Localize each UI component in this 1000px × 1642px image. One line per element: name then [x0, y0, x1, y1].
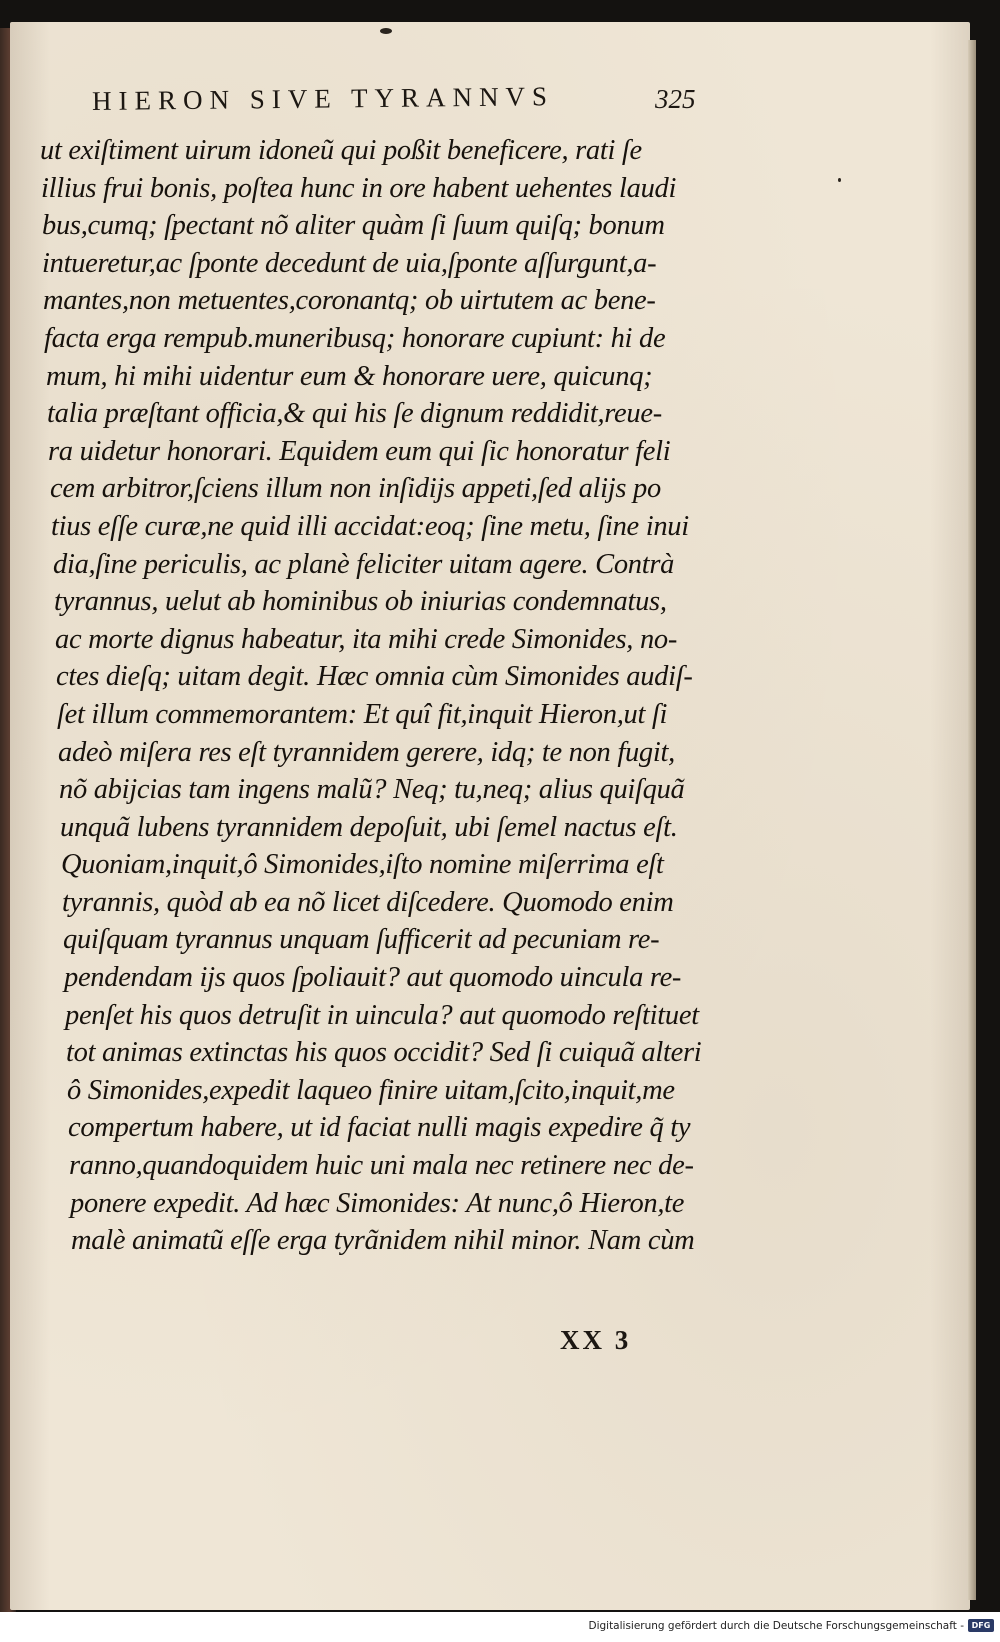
text-line: mantes,non metuentes,coronantq; ob uirtutem ac bene-: [43, 285, 656, 317]
text-line: tius eſſe curæ,ne quid illi accidat:eoq; ſine metu, ſine inui: [51, 510, 689, 542]
text-line: bus,cumq; ſpectant nõ aliter quàm ſi ſuum quiſq; bonum: [42, 210, 665, 242]
text-line: malè animatũ eſſe erga tyrãnidem nihil minor. Nam cùm: [71, 1225, 695, 1257]
text-line: ra uidetur honorari. Equidem eum qui ſic honoratur feli: [48, 435, 671, 467]
text-line: intueretur,ac ſponte decedunt de uia,ſponte aſſurgunt,a-: [42, 247, 657, 279]
funding-note: Digitalisierung gefördert durch die Deutsche Forschungsgemeinschaft -: [588, 1620, 964, 1632]
text-line: illius frui bonis, poſtea hunc in ore habent uehentes laudi: [41, 172, 677, 204]
page-number: 325: [655, 84, 696, 114]
text-line: nõ abijcias tam ingens malũ? Neq; tu,neq; alius quiſquã: [59, 774, 685, 806]
running-title: HIERON SIVE TYRANNVS: [91, 81, 555, 116]
page-edge: [968, 40, 976, 1600]
text-line: tot animas extinctas his quos occidit? Sed ſi cuiquã alteri: [66, 1037, 702, 1069]
text-line: cem arbitror,ſciens illum non inſidijs appeti,ſed alijs po: [50, 473, 661, 505]
text-line: ranno,quandoquidem huic uni mala nec retinere nec de-: [69, 1150, 694, 1182]
text-line: ſet illum commemorantem: Et quî fit,inquit Hieron,ut ſi: [57, 698, 668, 730]
text-line: adeò miſera res eſt tyrannidem gerere, idq; te non fugit,: [58, 736, 675, 768]
text-line: tyrannis, quòd ab ea nõ licet diſcedere. Quomodo enim: [62, 886, 674, 918]
text-line: quiſquam tyrannus unquam ſufficerit ad pecuniam re-: [63, 924, 660, 956]
text-line: ponere expedit. Ad hæc Simonides: At nunc,ô Hieron,te: [70, 1187, 685, 1219]
text-line: ctes dieſq; uitam degit. Hæc omnia cùm Simonides audiſ-: [56, 661, 693, 693]
text-line: pendendam ijs quos ſpoliauit? aut quomodo uincula re-: [64, 962, 682, 994]
text-line: facta erga rempub.muneribusq; honorare cupiunt: hi de: [44, 322, 666, 354]
text-line: mum, hi mihi uidentur eum & honorare uere, quicunq;: [46, 360, 653, 392]
body-text: [40, 132, 740, 1260]
text-line: tyrannus, uelut ab hominibus ob iniurias condemnatus,: [54, 586, 667, 618]
text-line: dia,ſine periculis, ac planè feliciter uitam agere. Contrà: [53, 548, 675, 580]
ink-fleck: [380, 28, 392, 34]
text-line: ut exiſtiment uirum idoneũ qui poßit beneficere, rati ſe: [40, 135, 642, 166]
ink-fleck: [838, 178, 841, 182]
text-line: ac morte dignus habeatur, ita mihi crede Simonides, no-: [55, 623, 678, 655]
text-line: compertum habere, ut id faciat nulli magis expedire q̃ ty: [68, 1112, 691, 1144]
text-line: penſet his quos detruſit in uincula? aut quomodo reſtituet: [65, 999, 699, 1031]
running-head: [0, 81, 1000, 126]
dfg-logo: DFG: [968, 1619, 994, 1632]
footer: [0, 1612, 1000, 1642]
text-line: ô Simonides,expedit laqueo finire uitam,ſcito,inquit,me: [67, 1074, 675, 1106]
signature-mark: XX 3: [560, 1325, 632, 1355]
text-line: Quoniam,inquit,ô Simonides,iſto nomine miſerrima eſt: [61, 849, 664, 881]
text-line: talia præſtant officia,& qui his ſe dignum reddidit,reue-: [47, 398, 662, 430]
text-line: unquã lubens tyrannidem depoſuit, ubi ſemel nactus eſt.: [60, 811, 678, 843]
